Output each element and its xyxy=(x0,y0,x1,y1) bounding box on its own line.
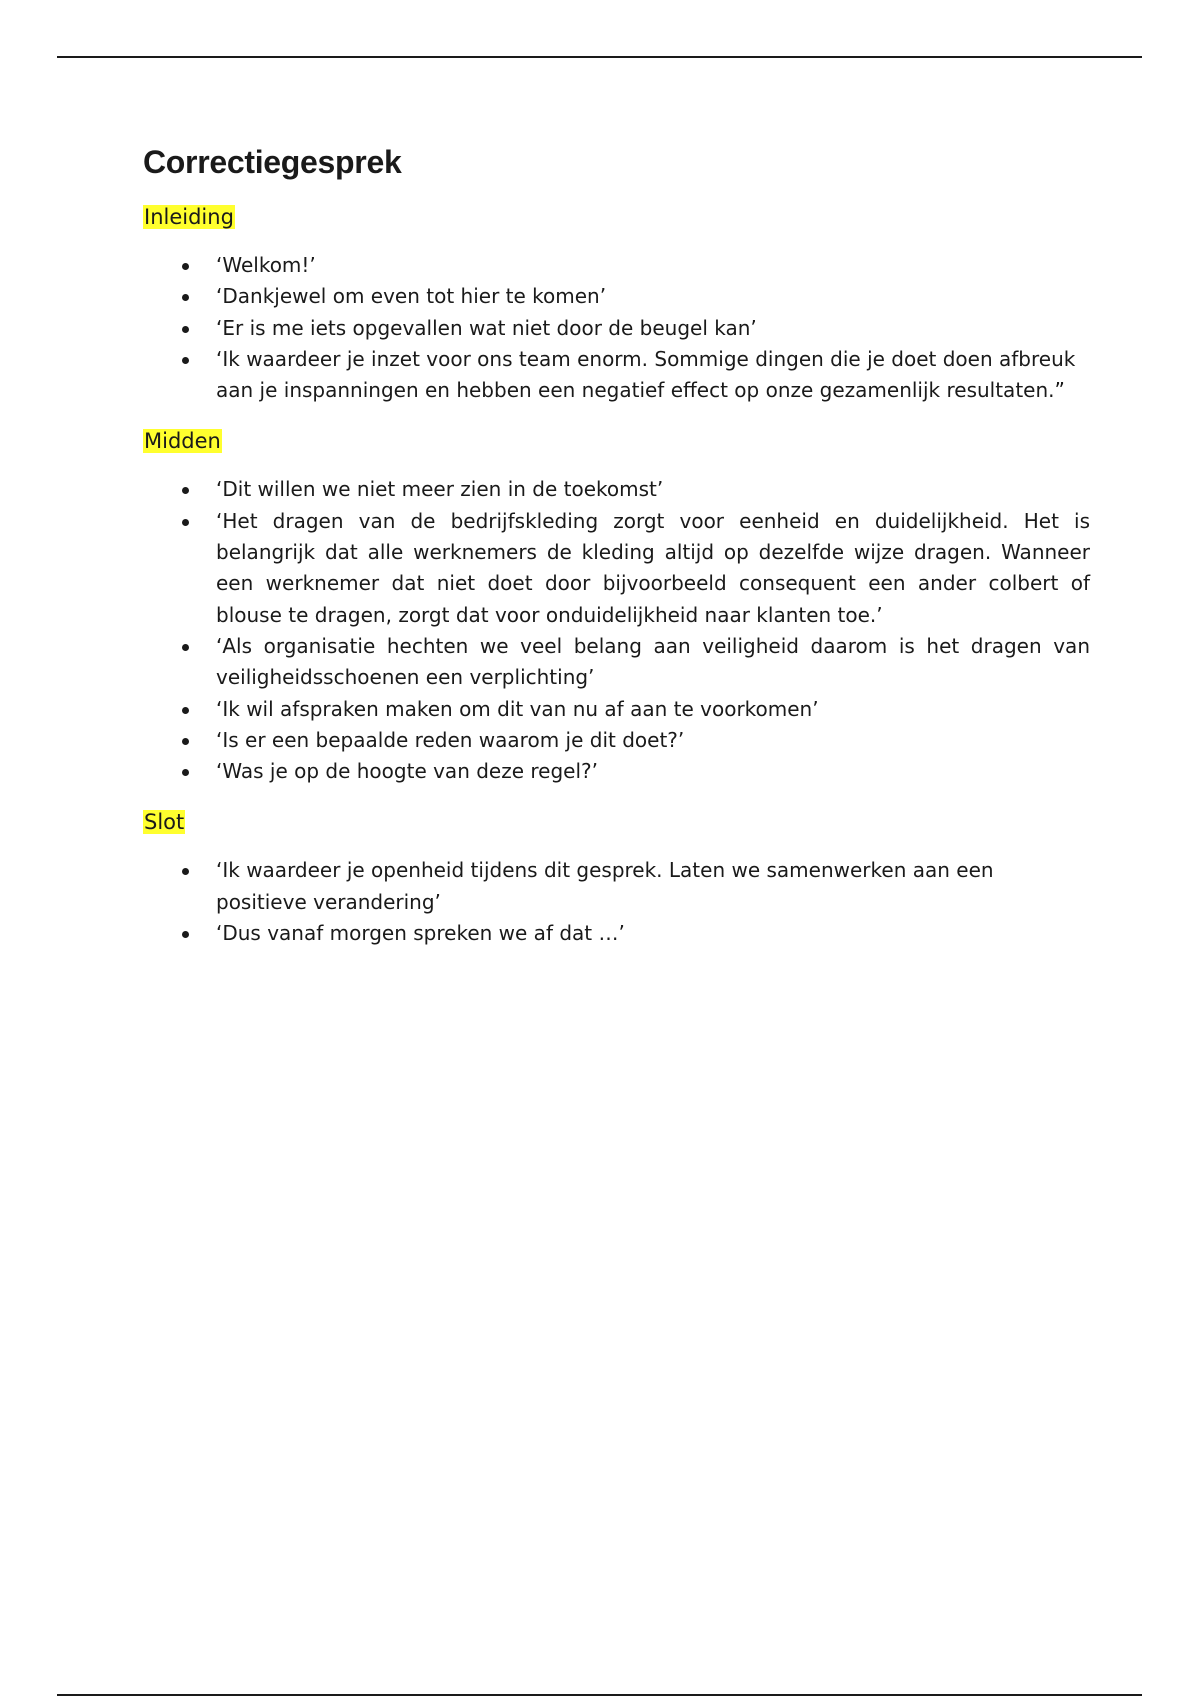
bullet-icon xyxy=(182,519,189,526)
list-item xyxy=(143,756,1090,787)
bullet-icon xyxy=(182,707,189,714)
list-item xyxy=(143,313,1090,344)
list-item-text: ‘Is er een bepaalde reden waarom je dit doet?’ xyxy=(216,727,685,752)
footer-rule xyxy=(57,1694,1142,1696)
list-item-text: ‘Dankjewel om even tot hier te komen’ xyxy=(216,284,607,309)
highlighted-heading-text: Inleiding xyxy=(144,205,234,229)
list-item-text: ‘Er is me iets opgevallen wat niet door de beugel kan’ xyxy=(216,315,757,340)
list-item xyxy=(143,855,1090,918)
list-item-text: ‘Ik wil afspraken maken om dit van nu af aan te voorkomen’ xyxy=(216,696,819,721)
bullet-icon xyxy=(182,326,189,333)
bullet-list-midden xyxy=(143,474,1090,787)
list-item xyxy=(143,250,1090,281)
bullet-list-slot xyxy=(143,855,1090,949)
list-item-text: ‘Als organisatie hechten we veel belang aan veiligheid daarom is het dragen van veiligheidsschoenen een verplichting’ xyxy=(216,633,1090,690)
bullet-icon xyxy=(182,294,189,301)
section-heading-slot xyxy=(143,807,1090,837)
header-rule xyxy=(57,56,1142,58)
list-item xyxy=(143,631,1090,694)
bullet-icon xyxy=(182,357,189,364)
list-item xyxy=(143,918,1090,949)
highlighted-heading-text: Midden xyxy=(144,429,221,454)
bullet-icon xyxy=(182,868,189,875)
document-title: Correctiegesprek xyxy=(143,144,402,180)
section-heading-inleiding xyxy=(143,202,1090,232)
section-heading-midden xyxy=(143,426,1090,456)
list-item xyxy=(143,694,1090,725)
list-item xyxy=(143,506,1090,631)
bullet-icon xyxy=(182,487,189,494)
list-item-text: ‘Welkom!’ xyxy=(216,253,316,277)
bullet-icon xyxy=(182,931,189,938)
bullet-list-inleiding xyxy=(143,250,1090,406)
bullet-icon xyxy=(182,769,189,776)
list-item xyxy=(143,474,1090,505)
list-item-text: ‘Ik waardeer je openheid tijdens dit gesprek. Laten we samenwerken aan een positieve verandering’ xyxy=(216,858,994,914)
highlighted-heading-text: Slot xyxy=(144,810,185,835)
list-item xyxy=(143,725,1090,756)
list-item-text: ‘Ik waardeer je inzet voor ons team enorm. Sommige dingen die je doet doen afbreuk aan je inspanningen en hebben een negatief effect op onze gezamenlijk resultaten.” xyxy=(216,346,1076,403)
bullet-icon xyxy=(182,644,189,651)
list-item-text: ‘Was je op de hoogte van deze regel?’ xyxy=(216,759,599,784)
list-item-text: ‘Het dragen van de bedrijfskleding zorgt voor eenheid en duidelijkheid. Het is belangrijk dat alle werknemers de kleding altijd op dezelfde wijze dragen. Wanneer een werknemer dat niet doet door bijvoorbeeld consequent een ander colbert of blouse te dragen, zorgt dat voor onduidelijkheid naar klanten toe.’ xyxy=(216,508,1090,627)
list-item xyxy=(143,281,1090,312)
bullet-icon xyxy=(182,738,189,745)
list-item-text: ‘Dus vanaf morgen spreken we af dat …’ xyxy=(216,921,625,946)
list-item-text: ‘Dit willen we niet meer zien in de toekomst’ xyxy=(216,477,664,502)
page-content xyxy=(143,140,1090,969)
list-item xyxy=(143,344,1090,407)
bullet-icon xyxy=(182,263,189,270)
